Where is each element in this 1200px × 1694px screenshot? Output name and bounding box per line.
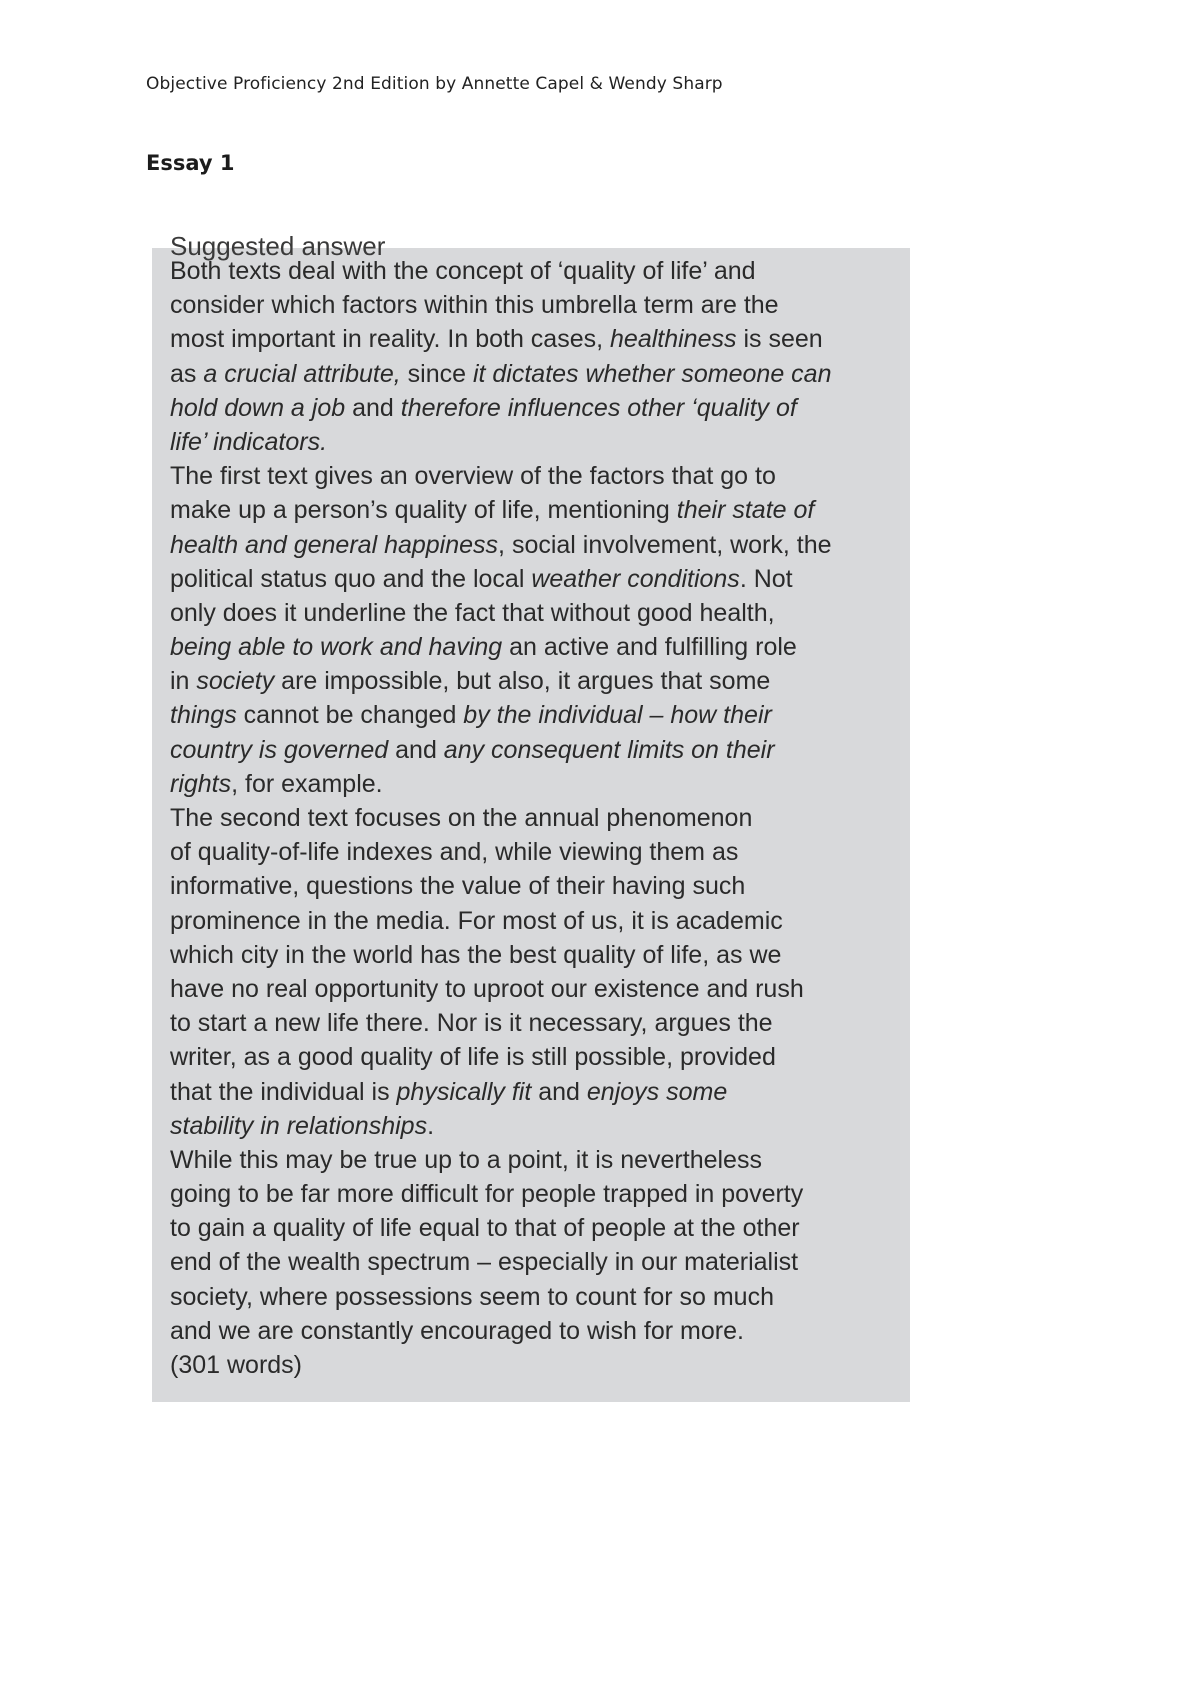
essay-line	[170, 1109, 832, 1143]
essay-line	[170, 630, 832, 664]
essay-title: Essay 1	[146, 151, 235, 175]
essay-line	[170, 1075, 832, 1109]
essay-text: end of the wealth spectrum – especially in our materialist	[170, 1248, 799, 1277]
essay-text: , social involvement, work, the	[498, 530, 832, 559]
essay-text: cannot be changed	[236, 701, 464, 730]
essay-text: . Not	[739, 564, 793, 593]
essay-italic-text: it dictates whether someone can	[472, 359, 832, 388]
essay-line	[170, 459, 832, 493]
cropped-heading: Suggested answer	[170, 231, 386, 261]
essay-italic-text: their state of	[676, 496, 815, 525]
essay-text: consider which factors within this umbrella term are the	[170, 291, 779, 320]
essay-italic-text: society	[196, 667, 275, 696]
essay-line	[170, 1040, 832, 1074]
essay-text: Both texts deal with the concept of ‘quality of life’ and	[170, 257, 756, 285]
essay-italic-text: hold down a job	[170, 393, 346, 422]
essay-text: writer, as a good quality of life is still possible, provided	[170, 1043, 776, 1072]
essay-text-box	[152, 231, 910, 1402]
essay-text: are impossible, but also, it argues that some	[274, 667, 771, 696]
essay-line	[170, 801, 832, 835]
essay-italic-text: by the individual – how their	[463, 701, 772, 730]
essay-text: , for example.	[231, 769, 383, 798]
essay-text: have no real opportunity to uproot our existence and rush	[170, 974, 804, 1003]
essay-text: political status quo and the local	[170, 564, 532, 593]
essay-line	[170, 972, 832, 1006]
essay-text: as	[170, 359, 204, 388]
essay-line	[170, 391, 832, 425]
essay-text: and	[345, 393, 401, 422]
essay-line	[170, 1211, 832, 1245]
essay-line	[170, 425, 832, 459]
essay-text: which city in the world has the best quality of life, as we	[170, 940, 782, 969]
essay-text: and	[388, 735, 444, 764]
essay-line	[170, 1348, 832, 1382]
essay-body	[170, 254, 832, 1382]
essay-text: The second text focuses on the annual phenomenon	[170, 804, 753, 832]
essay-line	[170, 1280, 832, 1314]
essay-line	[170, 357, 832, 391]
essay-text: to start a new life there. Nor is it necessary, argues the	[170, 1009, 773, 1038]
essay-italic-text: healthiness	[610, 325, 737, 354]
essay-italic-text: things	[170, 701, 237, 730]
essay-text: and we are constantly encouraged to wish for more.	[170, 1316, 744, 1345]
essay-text: make up a person’s quality of life, mentioning	[170, 496, 677, 525]
essay-text: society, where possessions seem to count for so much	[170, 1282, 774, 1311]
essay-text: is seen	[736, 325, 823, 354]
essay-line	[170, 1143, 832, 1177]
essay-text: While this may be true up to a point, it is nevertheless	[170, 1145, 762, 1174]
essay-italic-text: health and general happiness	[170, 530, 499, 559]
essay-italic-text: country is governed	[170, 735, 389, 764]
essay-italic-text: physically fit	[396, 1077, 532, 1106]
essay-line	[170, 869, 832, 903]
essay-line	[170, 254, 832, 288]
essay-text: and	[531, 1077, 587, 1106]
essay-line	[170, 528, 832, 562]
essay-text: that the individual is	[170, 1077, 397, 1106]
essay-line	[170, 835, 832, 869]
essay-line	[170, 596, 832, 630]
essay-italic-text: life’ indicators.	[170, 427, 328, 456]
essay-italic-text: therefore influences other ‘quality of	[400, 393, 797, 422]
essay-italic-text: any consequent limits on their	[443, 735, 775, 764]
essay-line	[170, 1245, 832, 1279]
essay-line	[170, 562, 832, 596]
essay-text: most important in reality. In both cases,	[170, 325, 611, 354]
essay-italic-text: weather conditions	[531, 564, 740, 593]
essay-text: (301 words)	[170, 1351, 302, 1379]
essay-line	[170, 733, 832, 767]
essay-line	[170, 767, 832, 801]
essay-line	[170, 1006, 832, 1040]
essay-text: The first text gives an overview of the factors that go to	[170, 462, 776, 491]
essay-line	[170, 904, 832, 938]
essay-text: only does it underline the fact that without good health,	[170, 598, 775, 627]
essay-text: informative, questions the value of their having such	[170, 872, 746, 901]
essay-text: of quality-of-life indexes and, while viewing them as	[170, 838, 739, 867]
essay-line	[170, 493, 832, 527]
essay-italic-text: rights	[170, 769, 232, 798]
essay-italic-text: a crucial attribute,	[203, 359, 401, 388]
essay-text: to gain a quality of life equal to that of people at the other	[170, 1214, 800, 1243]
essay-text: .	[427, 1111, 435, 1140]
page-header: Objective Proficiency 2nd Edition by Annette Capel & Wendy Sharp	[146, 74, 723, 94]
essay-line	[170, 288, 832, 322]
essay-text: an active and fulfilling role	[502, 633, 797, 662]
essay-line	[170, 1177, 832, 1211]
essay-line	[170, 938, 832, 972]
essay-line	[170, 1314, 832, 1348]
essay-text: in	[170, 667, 197, 696]
essay-text: since	[400, 359, 473, 388]
essay-text: prominence in the media. For most of us, it is academic	[170, 906, 783, 935]
essay-italic-text: enjoys some	[586, 1077, 728, 1106]
essay-line	[170, 698, 832, 732]
essay-text: going to be far more difficult for people trapped in poverty	[170, 1180, 804, 1209]
essay-italic-text: stability in relationships	[170, 1111, 428, 1140]
essay-line	[170, 322, 832, 356]
essay-italic-text: being able to work and having	[170, 633, 503, 662]
essay-line	[170, 664, 832, 698]
